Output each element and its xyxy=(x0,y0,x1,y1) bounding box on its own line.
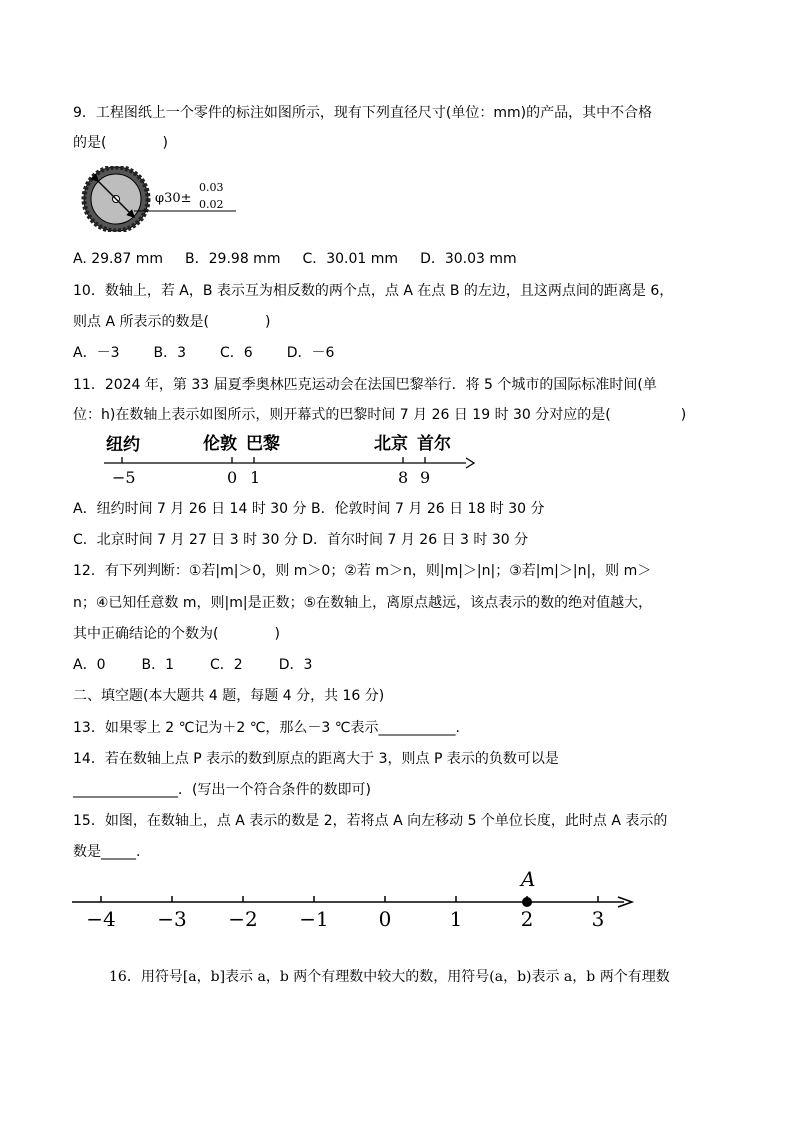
q16-text: 16．用符号[a，b]表示 a，b 两个有理数中较大的数，用符号(a，b)表示 a，b 两个有理数 xyxy=(109,969,670,985)
q12-option-d[interactable]: D．3 xyxy=(278,657,313,673)
tick-label: −2 xyxy=(228,907,258,931)
tick-label: −3 xyxy=(157,907,187,931)
q9-option-c[interactable]: C．30.01 mm xyxy=(302,251,399,267)
city-newyork: 纽约 xyxy=(106,435,140,455)
number-line-figure xyxy=(70,862,640,938)
q9-option-a[interactable]: A. 29.87 mm xyxy=(73,251,164,267)
q14-line2: _______________．(写出一个符合条件的数即可) xyxy=(73,782,371,798)
q9-option-d[interactable]: D．30.03 mm xyxy=(420,251,517,267)
q11-options-row1[interactable]: A．纽约时间 7 月 26 日 14 时 30 分 B．伦敦时间 7 月 26 日 18 时 30 分 xyxy=(73,501,545,517)
point-a-label: A xyxy=(521,867,536,891)
tick-label: −1 xyxy=(299,907,329,931)
tick-label: 8 xyxy=(398,468,409,487)
q12-option-a[interactable]: A．0 xyxy=(73,657,106,673)
q9-line1: 9．工程图纸上一个零件的标注如图所示，现有下列直径尺寸(单位：mm)的产品，其中不合格 xyxy=(73,105,653,121)
q11-line1: 11．2024 年，第 33 届夏季奥林匹克运动会在法国巴黎举行．将 5 个城市的国际标准时间(单 xyxy=(73,377,657,393)
q10-line2: 则点 A 所表示的数是( ) xyxy=(73,314,271,330)
tick-label: 2 xyxy=(520,907,534,931)
tick-label: −4 xyxy=(86,907,116,931)
gear-dimension-figure xyxy=(80,166,240,232)
q13-text: 13．如果零上 2 ℃记为＋2 ℃，那么－3 ℃表示___________. xyxy=(73,720,460,736)
q12-line2: n；④已知任意数 m，则|m|是正数；⑤在数轴上，离原点越远，该点表示的数的绝对值越大， xyxy=(73,595,653,611)
q9-options xyxy=(73,250,539,268)
tick-label: 0 xyxy=(378,907,392,931)
city-beijing: 北京 xyxy=(374,434,408,454)
q10-option-a[interactable]: A．－3 xyxy=(73,345,120,361)
q11-options-row2[interactable]: C．北京时间 7 月 27 日 3 时 30 分 D．首尔时间 7 月 26 日 3 时 30 分 xyxy=(73,532,529,548)
q10-option-c[interactable]: C．6 xyxy=(220,345,253,361)
tick-label: 1 xyxy=(449,907,463,931)
q12-option-b[interactable]: B．1 xyxy=(141,657,174,673)
tick-label: −5 xyxy=(112,468,136,487)
city-seoul: 首尔 xyxy=(417,434,451,454)
q15-line2: 数是_____. xyxy=(73,844,141,860)
q10-options xyxy=(73,344,356,362)
q12-option-c[interactable]: C．2 xyxy=(210,657,243,673)
q10-option-d[interactable]: D．－6 xyxy=(286,345,335,361)
city-london: 伦敦 xyxy=(203,434,237,454)
lower-tolerance: 0.02 xyxy=(199,198,224,211)
q15-line1: 15．如图，在数轴上，点 A 表示的数是 2，若将点 A 向左移动 5 个单位长度，此时点 A 表示的 xyxy=(73,813,668,829)
upper-tolerance: 0.03 xyxy=(199,181,224,194)
point-a xyxy=(522,897,532,907)
q14-line1: 14．若在数轴上点 P 表示的数到原点的距离大于 3，则点 P 表示的负数可以是 xyxy=(73,751,559,767)
timezone-number-line xyxy=(100,430,480,490)
section-heading: 二、填空题(本大题共 4 题，每题 4 分，共 16 分) xyxy=(73,688,385,704)
q9-option-b[interactable]: B．29.98 mm xyxy=(185,251,281,267)
q10-line1: 10．数轴上，若 A，B 表示互为相反数的两个点，点 A 在点 B 的左边，且这两点间的距离是 6， xyxy=(73,283,674,299)
tick-label: 3 xyxy=(591,907,605,931)
q12-line3: 其中正确结论的个数为( ) xyxy=(73,626,280,642)
tick-label: 1 xyxy=(250,468,261,487)
q12-options xyxy=(73,656,334,674)
tick-label: 9 xyxy=(420,468,431,487)
q9-line2: 的是( ) xyxy=(73,135,168,151)
gear-icon xyxy=(84,167,148,231)
city-paris: 巴黎 xyxy=(246,434,280,454)
tick-label: 0 xyxy=(227,468,238,487)
q12-line1: 12．有下列判断：①若|m|＞0，则 m＞0；②若 m＞n，则|m|＞|n|；③若|m|＞|n|，则 m＞ xyxy=(73,563,652,579)
q11-line2: 位：h)在数轴上表示如图所示，则开幕式的巴黎时间 7 月 26 日 19 时 30 分对应的是( ) xyxy=(73,407,687,423)
diameter-label: φ30± xyxy=(155,191,192,206)
q10-option-b[interactable]: B．3 xyxy=(153,345,186,361)
